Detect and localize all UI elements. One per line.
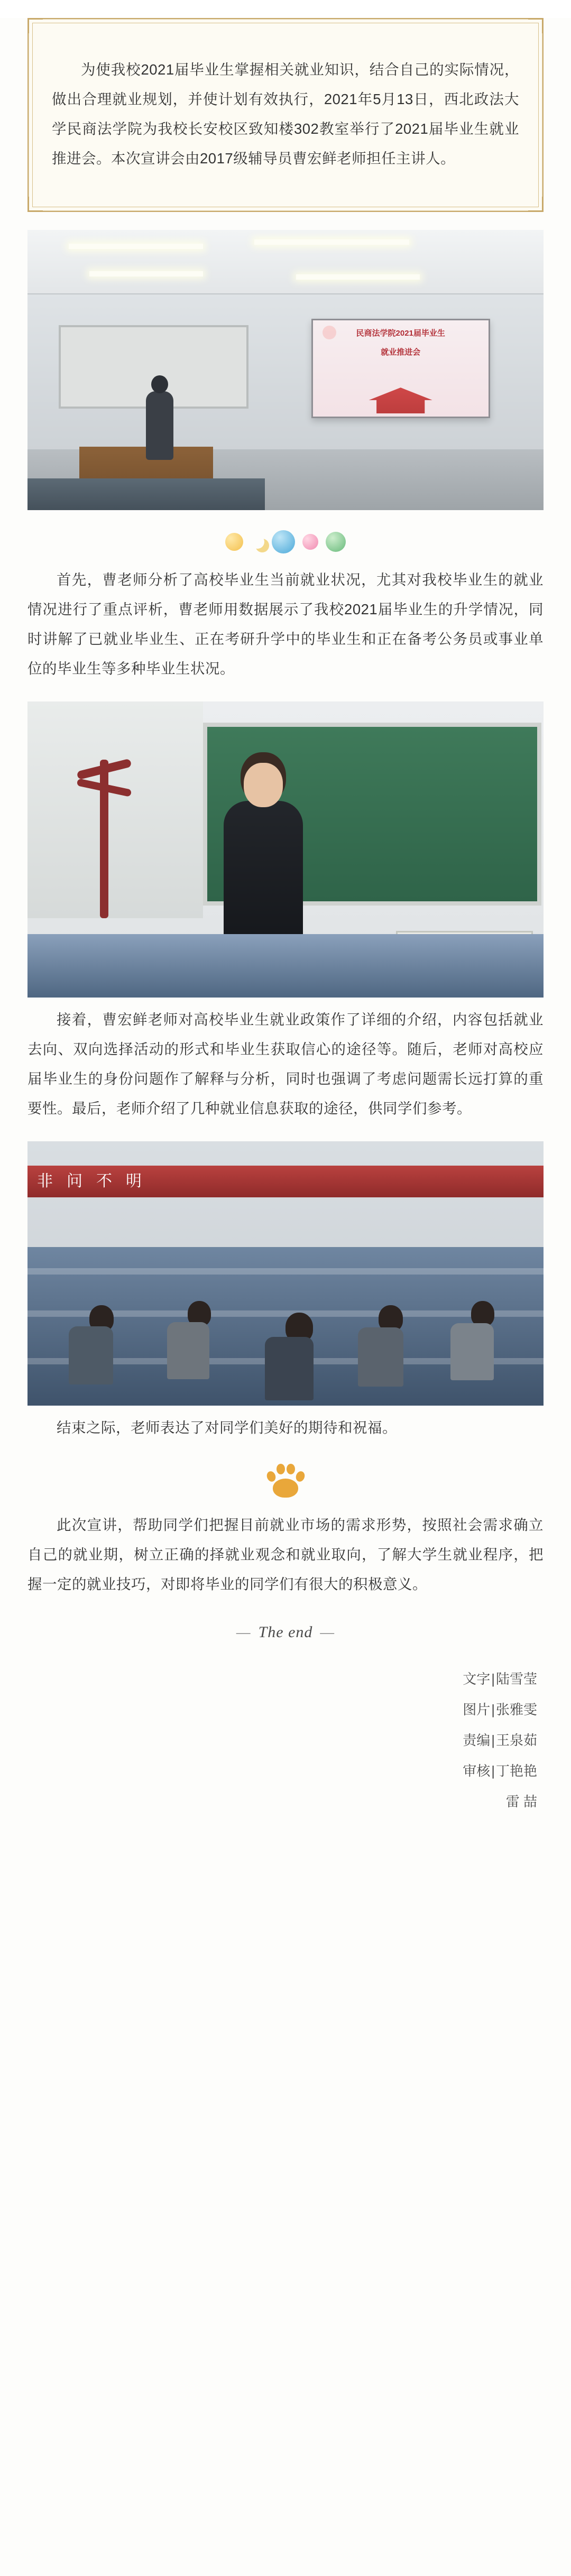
intro-paragraph: 为使我校2021届毕业生掌握相关就业知识，结合自己的实际情况，做出合理就业规划，并使计划有效执行，2021年5月13日，西北政法大学民商法学院为我校长安校区致知楼302教室举行了2021届毕业生就业推进会。本次宣讲会由2017级辅导员曹宏鲜老师担任主讲人。 [52, 61, 519, 167]
photo3-student-head [471, 1301, 494, 1326]
credit-value: 张雅雯 [495, 1702, 537, 1718]
credit-row [27, 1756, 537, 1786]
photo1-screen-title-line2: 就业推进会 [381, 348, 421, 357]
credits-block [27, 1664, 537, 1817]
end-mark [0, 1623, 571, 1641]
credit-label: 审核 [463, 1763, 491, 1779]
photo1-screen-gate-graphic [369, 378, 432, 413]
photo-students-audience [27, 1141, 544, 1406]
photo1-projection-screen [311, 319, 490, 418]
credit-separator: | [491, 1732, 495, 1748]
moon-icon [251, 535, 264, 549]
paw-pad [273, 1479, 298, 1498]
photo1-ceiling-light [69, 244, 203, 249]
credit-row [27, 1786, 537, 1817]
credit-value: 丁艳艳 [495, 1763, 537, 1779]
article-page [0, 18, 571, 2576]
photo2-coat-rack [100, 760, 108, 918]
photo3-student-body [358, 1327, 403, 1387]
planet-yellow-icon [225, 533, 243, 551]
photo1-speaker [146, 391, 173, 460]
photo1-ceiling-light [89, 271, 203, 276]
photo1-screen-title-line1: 民商法学院2021届毕业生 [356, 329, 445, 338]
credit-row [27, 1694, 537, 1725]
credit-row [27, 1664, 537, 1694]
divider-planets [0, 526, 571, 558]
end-dash-left: — [236, 1623, 251, 1641]
body-paragraph-2: 接着，曹宏鲜老师对高校毕业生就业政策作了详细的介绍，内容包括就业去向、双向选择活动的形式和毕业生获取信心的途径等。随后，老师对高校应届毕业生的身份问题作了解释与分析，同时也强调了考虑问题需长远打算的重要性。最后，老师介绍了几种就业信息获取的途径，供同学们参考。 [27, 1011, 544, 1116]
photo3-wall [27, 1141, 544, 1258]
credit-value: 雷 喆 [505, 1794, 537, 1809]
intro-inner [34, 24, 537, 206]
paw-toe [265, 1470, 277, 1483]
photo3-student-body [69, 1326, 113, 1384]
end-dash-right: — [320, 1623, 335, 1641]
paw-toe [277, 1464, 285, 1474]
credit-value: 王泉茹 [495, 1732, 537, 1748]
credit-label: 文字 [463, 1671, 491, 1687]
credit-separator: | [491, 1763, 495, 1779]
bottom-spacer [0, 1817, 571, 1864]
photo1-front-desks [27, 478, 265, 510]
planet-blue-icon [272, 530, 295, 553]
photo3-student-body [265, 1337, 314, 1400]
body-paragraph-1: 首先，曹老师分析了高校毕业生当前就业状况，尤其对我校毕业生的就业情况进行了重点评析，曹老师用数据展示了我校2021届毕业生的升学情况，同时讲解了已就业毕业生、正在考研升学中的毕业生和正在备考公务员或事业单位的毕业生等多种毕业生状况。 [27, 571, 544, 677]
photo1-ceiling-light [296, 274, 420, 280]
credit-row [27, 1725, 537, 1756]
credit-label: 图片 [463, 1702, 491, 1718]
photo-teacher-at-blackboard [27, 701, 544, 998]
photo1-ceiling-light [254, 239, 409, 245]
credit-label: 责编 [463, 1732, 491, 1748]
photo3-desk-row [27, 1268, 544, 1275]
photo-lecture-with-projector [27, 230, 544, 510]
photo3-wall-banner: 非问不明 [27, 1166, 544, 1197]
credit-separator: | [491, 1702, 495, 1718]
body-paragraph-4: 此次宣讲，帮助同学们把握目前就业市场的需求形势，按照社会需求确立自己的就业期，树立正确的择就业观念和就业取向，了解大学生就业程序，把握一定的就业技巧，对即将毕业的同学们有很大的积极意义。 [27, 1517, 544, 1592]
photo3-student-body [450, 1323, 494, 1380]
credit-separator: | [491, 1671, 495, 1687]
paw-toe [294, 1470, 306, 1483]
end-mark-text: The end [258, 1623, 313, 1641]
planet-green-icon [326, 532, 346, 552]
divider-paw [0, 1456, 571, 1503]
intro-frame [27, 18, 544, 212]
photo3-student-body [167, 1322, 209, 1379]
credit-value: 陆雪莹 [495, 1671, 537, 1687]
photo1-screen-sun-decor [323, 326, 336, 339]
photo2-student-desks [27, 934, 544, 998]
photo2-side-wall [27, 701, 203, 918]
body-paragraph-3: 结束之际，老师表达了对同学们美好的期待和祝福。 [57, 1419, 397, 1436]
paw-print-icon [266, 1462, 305, 1498]
paw-toe [287, 1464, 295, 1474]
planet-pink-icon [302, 534, 318, 550]
